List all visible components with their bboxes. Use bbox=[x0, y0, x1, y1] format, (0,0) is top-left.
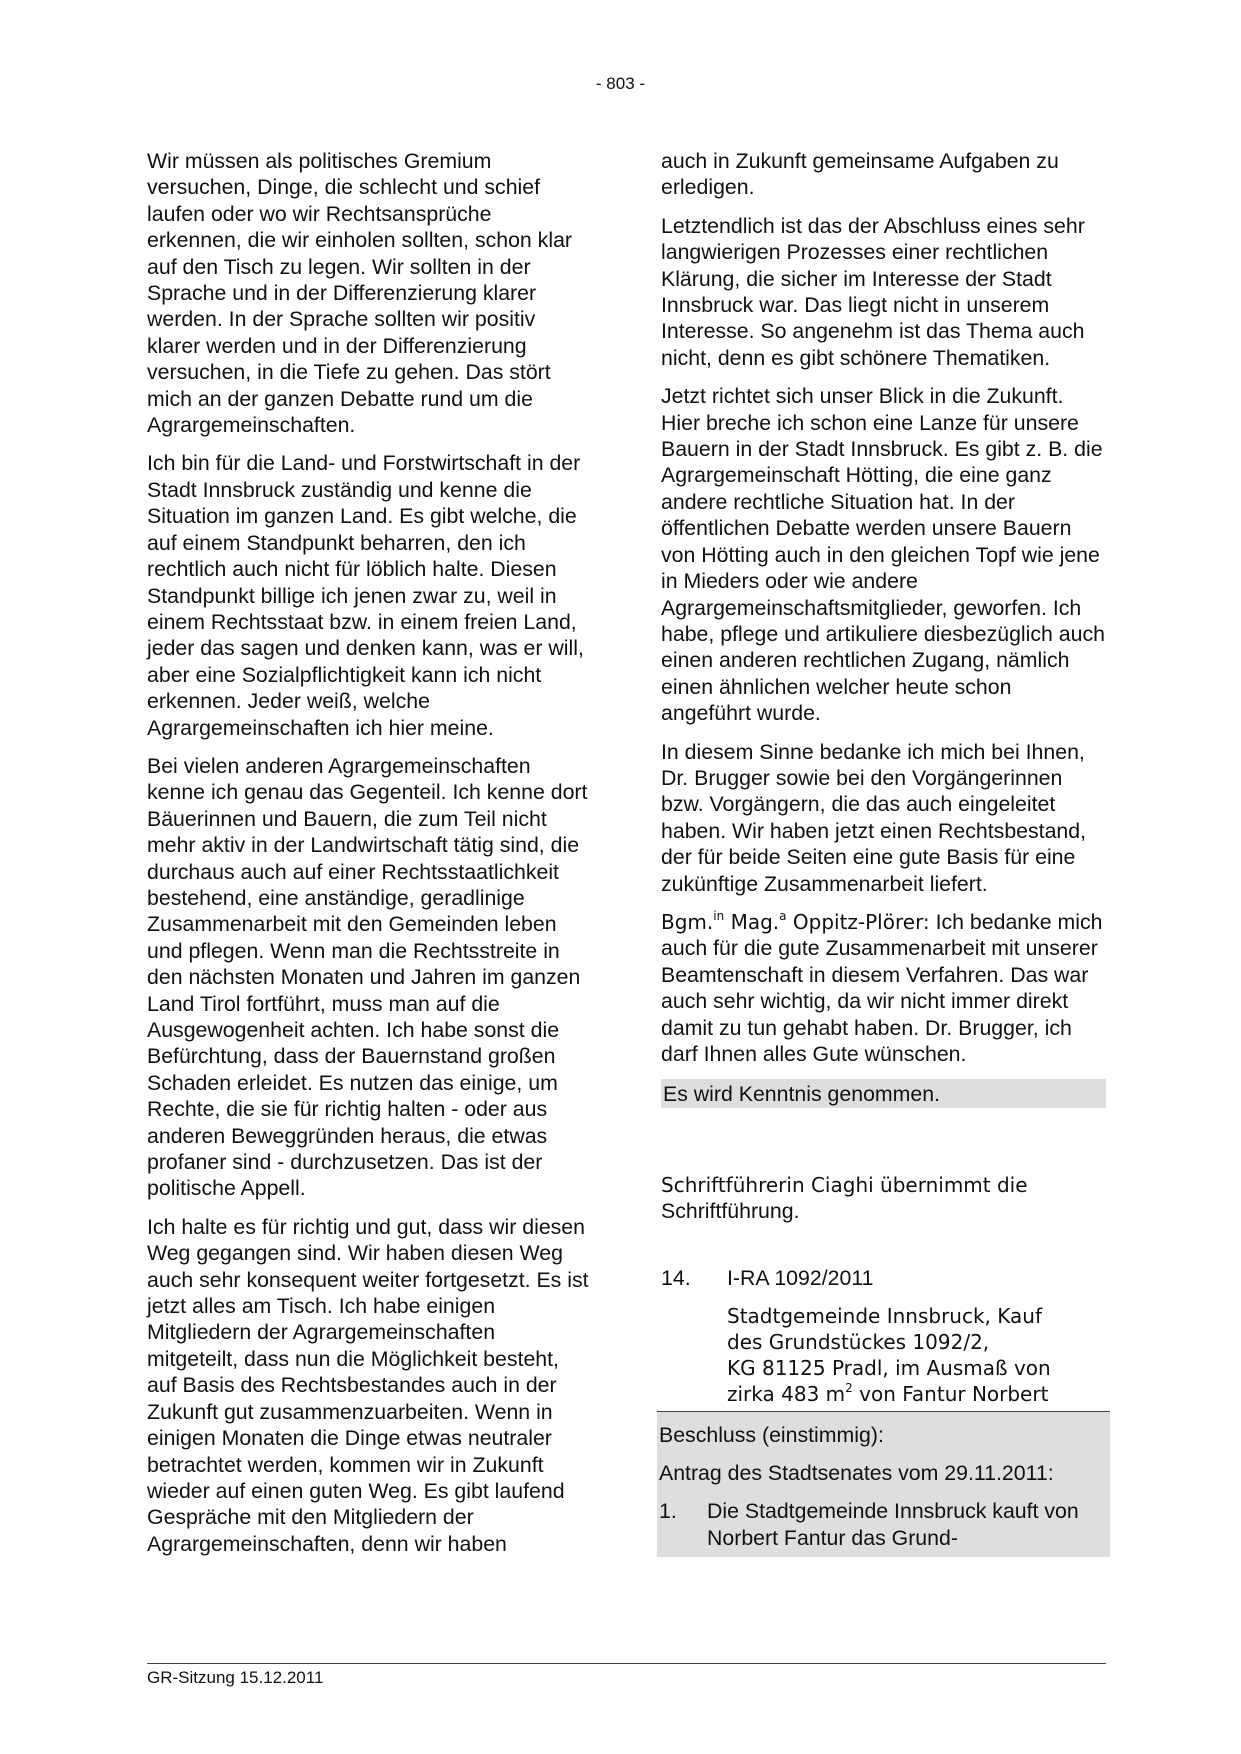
page-number: - 803 - bbox=[595, 74, 646, 93]
paragraph: Bei vielen anderen Agrargemeinschaften kenne ich genau das Gegenteil. Ich kenne dort Bäuerinnen und Bauern, die zum Teil nicht mehr aktiv in der Landwirtschaft tätig sind, die durchaus auch auf einer Rechtsstaatlichkeit bestehend, eine anständige, geradlinige Zusammenarbeit mit den Gemeinden leben und pflegen. Wenn man die Rechtsstreite in den nächsten Monaten und Jahren im ganzen Land Tirol fortführt, muss man auf die Ausgewogenheit achten. Ich habe sonst die Befürchtung, dass der Bauernstand großen Schaden erleidet. Es nutzen das einige, um Rechte, die sie für richtig halten - oder aus anderen Beweggründen heraus, die etwas profaner sind - durchzusetzen. Das ist der politische Appell. bbox=[147, 753, 588, 1201]
agenda-reference: I-RA 1092/2011 bbox=[727, 1265, 874, 1290]
paragraph: Letztendlich ist das der Abschluss eines sehr langwierigen Prozesses einer rechtlichen Klärung, die sicher im Interesse der Stadt Innsbruck war. Das liegt nicht in unserem Interesse. So angenehm ist das Thema auch nicht, denn es gibt schönere Thematiken. bbox=[661, 213, 1085, 370]
decision-item bbox=[659, 1498, 1104, 1551]
agenda-item-header bbox=[661, 1265, 1106, 1291]
paragraph: Wir müssen als politisches Gremium versuchen, Dinge, die schlecht und schief laufen oder wo wir Rechtsansprüche erkennen, die wir einholen sollten, schon klar auf den Tisch zu legen. Wir sollten in der Sprache und in der Differenzierung klarer werden. In der Sprache sollten wir positiv klarer werden und in der Differenzierung versuchen, in die Tiefe zu gehen. Das stört mich an der ganzen Debatte rund um die Agrargemeinschaften. bbox=[147, 149, 573, 438]
footer-divider bbox=[147, 1663, 1106, 1664]
secretary-note: Schriftführerin Ciaghi übernimmt die Schriftführung. bbox=[661, 1172, 1028, 1224]
notice-box: Es wird Kenntnis genommen. bbox=[661, 1079, 1106, 1107]
speaker-text: Ich bedanke mich auch für die gute Zusammenarbeit mit unserer Beamtenschaft in diesem Verfahren. Das war auch sehr wichtig, da wir nicht immer direkt damit zu tun gehabt haben. Dr. Brugger, ich darf Ihnen alles Gute wünschen. bbox=[661, 909, 1103, 1066]
agenda-subject: Stadtgemeinde Innsbruck, Kauf des Grundstückes 1092/2, KG 81125 Pradl, im Ausmaß von zirka 483 $m^2$ von Fantur Norbert bbox=[727, 1303, 1051, 1406]
decision-item-text: Die Stadtgemeinde Innsbruck kauft von Norbert Fantur das Grund- bbox=[707, 1499, 1079, 1550]
paragraph: Ich bin für die Land- und Forstwirtschaft in der Stadt Innsbruck zuständig und kenne die Situation im ganzen Land. Es gibt welche, die auf einem Standpunkt beharren, den ich rechtlich auch nicht für löblich halte. Diesen Standpunkt billige ich jenen zwar zu, weil in einem Rechtsstaat bzw. in einem freien Land, jeder das sagen und denken kann, was er will, aber eine Sozialpflichtigkeit kann ich nicht erkennen. Jeder weiß, welche Agrargemeinschaften ich hier meine. bbox=[147, 451, 584, 740]
speaker-title: Bgm.$^{in}$ Mag.$^a$ Oppitz-Plörer: bbox=[661, 908, 930, 934]
speaker-paragraph bbox=[661, 909, 1106, 1067]
paragraph: auch in Zukunft gemeinsame Aufgaben zu erledigen. bbox=[661, 149, 1059, 200]
decision-box bbox=[657, 1412, 1110, 1558]
agenda-number: 14. bbox=[661, 1265, 691, 1290]
paragraph: In diesem Sinne bedanke ich mich bei Ihnen, Dr. Brugger sowie bei den Vorgängerinnen bzw. Vorgängern, die das auch eingeleitet haben. Wir haben jetzt einen Rechtsbestand, der für beide Seiten eine gute Basis für eine zukünftige Zusammenarbeit liefert. bbox=[661, 739, 1087, 896]
decision-motion: Antrag des Stadtsenates vom 29.11.2011: bbox=[659, 1461, 1054, 1486]
right-column bbox=[661, 148, 1106, 1557]
footer: GR-Sitzung 15.12.2011 bbox=[147, 1668, 324, 1687]
left-column bbox=[147, 148, 592, 1569]
paragraph: Ich halte es für richtig und gut, dass wir diesen Weg gegangen sind. Wir haben diesen Weg auch sehr konsequent weiter fortgesetzt. Es ist jetzt alles am Tisch. Ich habe einigen Mitgliedern der Agrargemeinschaften mitgeteilt, dass nun die Möglichkeit besteht, auf Basis des Rechtsbestandes auch in der Zukunft gut zusammenzuarbeiten. Wenn in einigen Monaten die Dinge etwas neutraler betrachtet werden, kommen wir in Zukunft wieder auf einen guten Weg. Es gibt laufend Gespräche mit den Mitgliedern der Agrargemeinschaften, denn wir haben bbox=[147, 1214, 589, 1556]
decision-heading: Beschluss (einstimmig): bbox=[659, 1422, 884, 1447]
decision-item-number: 1. bbox=[659, 1499, 677, 1524]
paragraph: Jetzt richtet sich unser Blick in die Zukunft. Hier breche ich schon eine Lanze für unsere Bauern in der Stadt Innsbruck. Es gibt z. B. die Agrargemeinschaft Hötting, die eine ganz andere rechtliche Situation hat. In der öffentlichen Debatte werden unsere Bauern von Hötting auch in den gleichen Topf wie jene in Mieders oder wie andere Agrargemeinschaftsmitglieder, geworfen. Ich habe, pflege und artikuliere diesbezüglich auch einen anderen rechtlichen Zugang, nämlich einen ähnlichen welcher heute schon angeführt wurde. bbox=[661, 384, 1105, 726]
